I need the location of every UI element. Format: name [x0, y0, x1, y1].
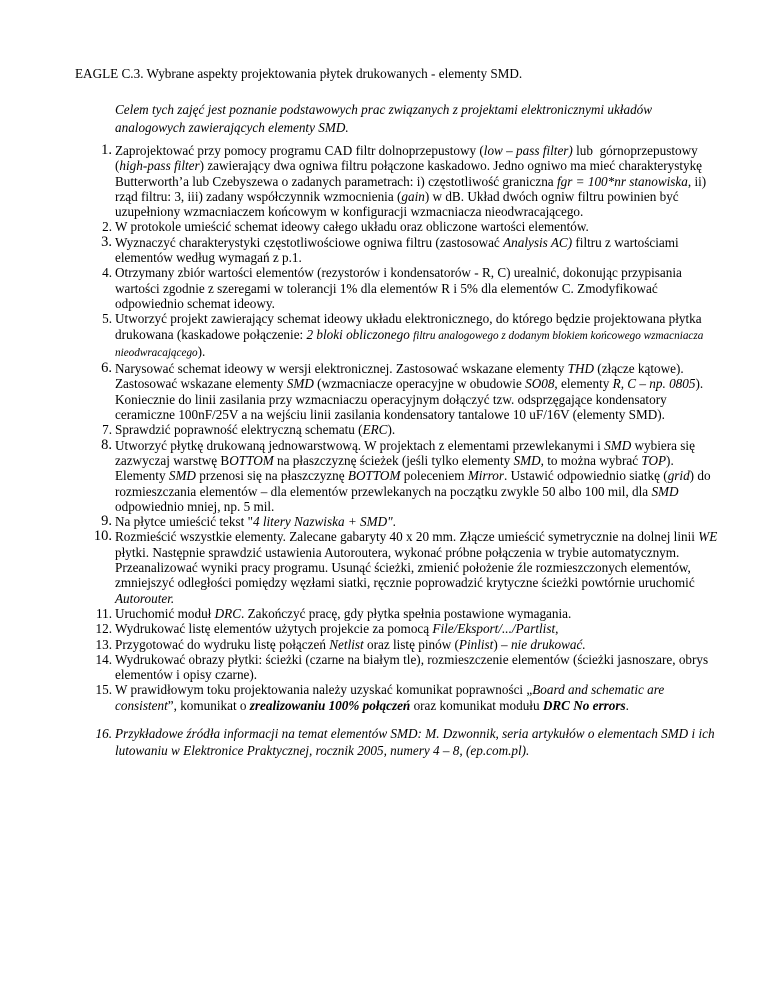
task-text: , ii) rząd filtru: 3, iii) zadany współczynnik wzmocnienia ( [115, 173, 707, 204]
task-text-italic: Board and schematic are consistent [115, 682, 665, 713]
task-text: (złącze kątowe). Zastosować wskazane elementy [115, 361, 684, 392]
task-text: ) zawierający dwa ogniwa filtru połączone kaskadowo. Jedno ogniwo ma mieć charakterystykę Butterworth’a lub Czebyszewa o zadanych parametrach: i) częstotliwość graniczna [115, 158, 703, 189]
task-text: Przykładowe źródła informacji na temat elementów SMD: M. Dzwonnik, seria artykułów o elementach SMD i ich lutowaniu w Elektronice Praktycznej, rocznik 2005, numery 4 – 8, (ep.com.pl). [115, 725, 715, 758]
task-item-2 [75, 219, 725, 234]
task-text: Utworzyć projekt zawierający schemat ideowy układu elektronicznego, do którego będzie projektowana płytka drukowana (kaskadowe połączenie: [115, 311, 702, 342]
task-text: Utworzyć płytkę drukowaną jednowarstwową. W projektach z elementami przewlekanymi i [115, 437, 605, 453]
task-text: , [555, 621, 559, 637]
task-number: 4. [102, 265, 112, 281]
task-text-italic: ERC [362, 422, 388, 438]
task-item-15 [75, 682, 725, 713]
task-text: Rozmieścić wszystkie elementy. Zalecane gabaryty 40 x 20 mm. Złącze umieścić symetrycznie na dolnej linii [115, 529, 699, 545]
task-text-italic: 2 bloki obliczonego [306, 326, 414, 342]
task-text-italic: DRC [214, 605, 241, 621]
task-text-italic: fgr = 100*nr stanowiska [556, 173, 688, 189]
task-text: . [392, 514, 396, 530]
task-number: 13. [95, 636, 112, 652]
task-text-italic: SMD [168, 468, 196, 484]
task-text: (wzmacniacze operacyjne w obudowie [313, 376, 526, 392]
task-text-italic: Autorouter. [115, 590, 175, 606]
task-text: ) w dB. Układ dwóch ogniw filtru powinien być uzupełniony wzmacniaczem końcowym w konfiguracji wzmacniacza nieodwracającego. [115, 188, 679, 220]
task-text-italic: File/Eksport/.../Partlist [432, 621, 556, 637]
task-text-italic: 4 litery Nazwiska + SMD" [252, 514, 393, 530]
task-list [75, 143, 725, 759]
task-item-13 [75, 637, 725, 652]
task-number: 16. [95, 725, 112, 741]
task-number: 10. [93, 528, 112, 545]
task-text-italic: gain [401, 188, 425, 204]
task-item-9 [75, 514, 725, 529]
task-text: lub górnoprzepustowy ( [115, 143, 698, 174]
task-text-italic: SMD [651, 483, 679, 499]
task-text: . Ustawić odpowiednio siatkę ( [503, 468, 668, 484]
task-text-italic: BOTTOM [347, 468, 401, 484]
task-text-italic: OTTOM [229, 452, 274, 468]
task-item-7 [75, 422, 725, 437]
task-text: Uruchomić moduł [115, 605, 215, 621]
task-text: ”, komunikat o [167, 697, 250, 713]
task-number: 5. [102, 311, 112, 327]
task-number: 2. [102, 219, 112, 235]
task-text-italic: THD [567, 361, 594, 377]
task-text-italic: Mirror [467, 468, 504, 484]
task-text-italic: nie drukować. [510, 636, 586, 652]
task-number: 9. [101, 513, 112, 530]
task-number: 8. [101, 436, 112, 453]
task-text-bold-italic: DRC No errors [542, 697, 626, 713]
task-text: , to można wybrać [540, 452, 642, 468]
task-text-italic: WE [698, 529, 718, 545]
task-number: 14. [95, 651, 112, 667]
task-text-italic: Analysis AC) [503, 234, 573, 250]
task-text: ). [387, 422, 396, 438]
task-text: oraz listę pinów ( [363, 636, 459, 652]
task-item-11 [75, 606, 725, 621]
task-item-5 [75, 311, 725, 361]
task-text: Na płytce umieścić tekst " [115, 514, 253, 530]
task-text: filtru z wartościami elementów według wymagań z p.1. [115, 234, 679, 266]
task-number: 12. [95, 621, 112, 637]
task-number: 11. [96, 605, 112, 621]
task-text-italic: SMD [513, 452, 541, 468]
task-text-italic: R, C – np. 0805 [612, 376, 696, 392]
task-text: ). [197, 343, 206, 359]
task-number: 6. [101, 360, 112, 377]
task-text-italic: Pinlist [458, 636, 494, 652]
task-text: Narysować schemat ideowy w wersji elektronicznej. Zastosować wskazane elementy [115, 361, 568, 377]
task-text-bold-italic: zrealizowaniu 100% połączeń [249, 697, 411, 713]
task-number: 15. [95, 682, 112, 698]
task-text: na płaszczyznę ścieżek (jeśli tylko elementy [273, 452, 514, 468]
task-item-3 [75, 235, 725, 266]
task-item-4 [75, 265, 725, 311]
task-text: Wydrukować obrazy płytki: ścieżki (czarne na białym tle), rozmieszczenie elementów (ścieżki jasnoszare, obrys elementów i opisy czarne). [115, 651, 709, 683]
task-text: ) – [493, 636, 511, 652]
task-text: odpowiednio mniej, np. 5 mil. [115, 498, 275, 514]
task-text-italic: Netlist [329, 636, 364, 652]
task-text-italic-small: filtru analogowego z dodanym blokiem końcowego wzmacniacza nieodwracającego [115, 329, 704, 359]
task-text-italic: TOP [641, 452, 667, 468]
task-text-italic: SMD [604, 437, 632, 453]
task-item-12 [75, 621, 725, 636]
task-number: 7. [102, 422, 112, 438]
task-text-italic: low – pass filter) [483, 143, 573, 158]
task-item-14 [75, 652, 725, 683]
task-text-italic: grid [667, 468, 690, 484]
document-title: EAGLE C.3. Wybrane aspekty projektowania płytek drukowanych - elementy SMD. [75, 66, 523, 81]
task-text: ). Koniecznie do linii zasilania przy wzmacniaczu operacyjnym dołączyć tzw. odsprzęgające kondensatory ceramiczne 100nF/25V a na wejściu linii zasilania kondensatory tantalowe 10 uF/16V (elementy SMD). [115, 376, 704, 423]
task-number: 3. [101, 233, 112, 250]
task-item-1 [75, 143, 725, 219]
task-item-6 [75, 361, 725, 422]
task-text: poleceniem [400, 468, 468, 484]
task-number: 1. [101, 142, 112, 158]
task-text: Przygotować do wydruku listę połączeń [115, 636, 330, 652]
task-text: płytki. Następnie sprawdzić ustawienia Autoroutera, wykonać próbne połączenia w trybie automatycznym. Przeanalizować wyniki pracy programu. Usunąć ścieżki, zmienić położenie źle rozmieszczonych elementów, zmniejszyć odległości pomiędzy węzłami siatki, ręcznie poprowadzić krytyczne ścieżki powtórnie uruchomić [115, 544, 695, 591]
task-text: . Zakończyć pracę, gdy płytka spełnia postawione wymagania. [241, 605, 572, 621]
task-text: Otrzymany zbiór wartości elementów (rezystorów i kondensatorów - R, C) urealnić, dokonując przypisania wartości zgodnie z szeregami w tolerancji 1% dla elementów R i 5% dla elementów C. Zmodyfikować odpowiednio schemat ideowy. [115, 265, 682, 311]
task-text: ) do rozmieszczania elementów – dla elementów przewlekanych na początku zwykle 50 albo 100 mil, dla [115, 468, 711, 499]
task-text: wybiera się zazwyczaj warstwę B [115, 437, 695, 468]
intro-paragraph: Celem tych zajęć jest poznanie podstawowych prac związanych z projektami elektronicznymi układów analogowych zawierających elementy SMD. [115, 102, 653, 135]
task-text: Sprawdzić poprawność elektryczną schematu ( [115, 422, 363, 438]
task-text: W protokole umieścić schemat ideowy całego układu oraz obliczone wartości elementów. [115, 219, 589, 235]
task-text: Zaprojektować przy pomocy programu CAD filtr dolnoprzepustowy ( [115, 143, 484, 158]
task-text: Wyznaczyć charakterystyki częstotliwościowe ogniwa filtru (zastosować [115, 234, 504, 250]
task-item-8 [75, 438, 725, 514]
task-text: ). Elementy [115, 452, 674, 484]
task-item-16 [75, 725, 725, 759]
task-text: przenosi się na płaszczyznę [195, 468, 348, 484]
task-item-10 [75, 529, 725, 605]
task-text-italic: SMD [286, 376, 314, 392]
task-text: . [625, 697, 629, 713]
task-text: oraz komunikat modułu [410, 697, 543, 713]
task-text-italic: SO08 [525, 376, 555, 392]
task-text: W prawidłowym toku projektowania należy uzyskać komunikat poprawności „ [115, 682, 533, 698]
task-text: , elementy [554, 376, 613, 392]
task-text-italic: high-pass filter [119, 158, 200, 174]
task-text: Wydrukować listę elementów użytych projekcie za pomocą [115, 621, 433, 637]
